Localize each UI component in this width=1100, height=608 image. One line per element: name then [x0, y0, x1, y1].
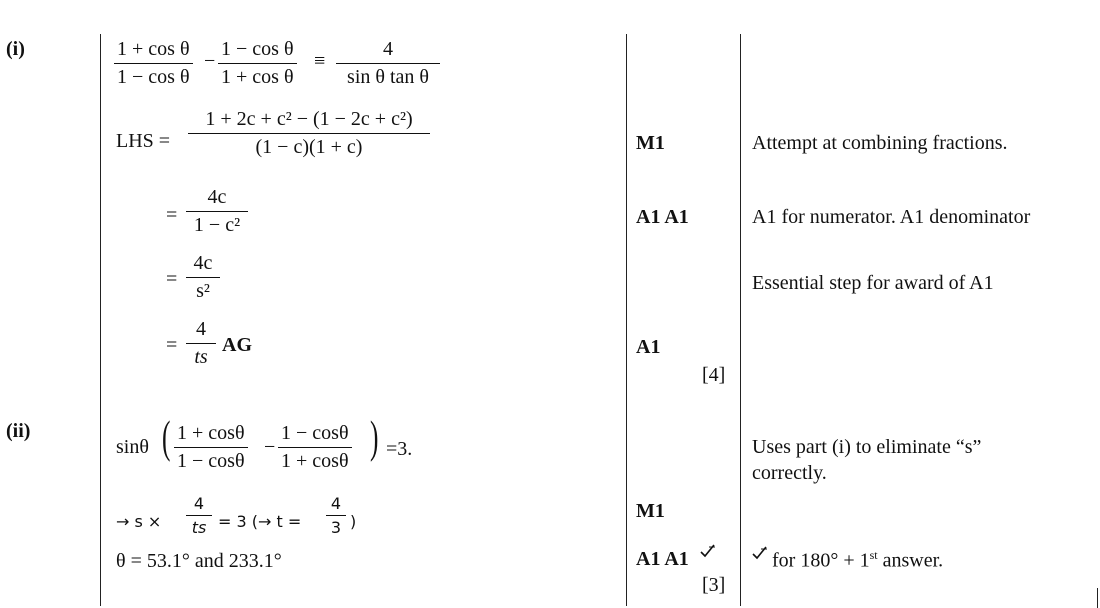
step3-denominator: s² — [186, 277, 220, 303]
note-ii-1: Uses part (i) to eliminate “s” — [752, 436, 982, 458]
eq1-fraction-1-denominator: 1 − cosθ — [174, 447, 248, 473]
note-i-2: A1 for numerator. A1 denominator — [752, 206, 1031, 228]
note-ii-3-tail: answer. — [882, 549, 944, 572]
eq1-close-paren: ) — [370, 411, 379, 462]
eq1-fraction-1 — [174, 422, 248, 473]
identity-equiv: ≡ — [314, 50, 326, 72]
eq2-fraction-2 — [326, 494, 346, 537]
eq1-fraction-2-denominator: 1 + cosθ — [278, 447, 352, 473]
lhs-fraction — [188, 108, 430, 159]
eq2-prefix: → s × — [116, 512, 162, 531]
identity-minus: − — [204, 50, 216, 72]
identity-fraction-1-numerator: 1 + cos θ — [117, 38, 190, 60]
eq1-minus: − — [264, 436, 276, 458]
follow-through-note-tick-icon — [752, 546, 768, 560]
mark-i-2: A1 A1 — [636, 206, 689, 228]
lhs-label: LHS = — [116, 130, 171, 152]
part-label-i: (i) — [6, 38, 25, 60]
final-answer: θ = 53.1° and 233.1° — [116, 550, 282, 572]
eq2-middle: = 3 (→ t = — [218, 512, 302, 531]
column-rule-notes — [740, 34, 741, 606]
lhs-denominator: (1 − c)(1 + c) — [188, 133, 430, 159]
eq2-close: ) — [350, 512, 357, 531]
total-i: [4] — [702, 364, 726, 386]
eq1-fraction-2 — [278, 422, 352, 473]
step3-numerator: 4c — [193, 252, 213, 274]
eq1-rhs: =3. — [386, 438, 413, 460]
part-label-ii: (ii) — [6, 420, 31, 442]
step2-equals: = — [166, 204, 178, 226]
eq1-open-paren: ( — [162, 411, 171, 462]
note-ii-3 — [772, 548, 943, 573]
step4-fraction — [186, 318, 216, 369]
lhs-numerator: 1 + 2c + c² − (1 − 2c + c²) — [205, 108, 413, 130]
identity-fraction-2 — [218, 38, 297, 89]
note-ii-2: correctly. — [752, 462, 827, 484]
step2-numerator: 4c — [207, 186, 227, 208]
step4-equals: = — [166, 334, 178, 356]
eq1-fraction-2-numerator: 1 − cosθ — [281, 422, 349, 444]
eq2-fraction — [186, 494, 212, 537]
step3-equals: = — [166, 268, 178, 290]
step3-fraction — [186, 252, 220, 303]
eq2-fraction-2-denominator: 3 — [326, 515, 346, 537]
column-rule-working — [100, 34, 101, 606]
mark-i-3: A1 — [636, 336, 661, 358]
identity-fraction-2-numerator: 1 − cos θ — [221, 38, 294, 60]
identity-fraction-3-denominator: sin θ tan θ — [336, 63, 440, 89]
mark-i-1: M1 — [636, 132, 665, 154]
eq2-fraction-2-numerator: 4 — [330, 494, 342, 513]
identity-fraction-3-numerator: 4 — [383, 38, 393, 60]
eq1-sin: sinθ — [116, 436, 149, 458]
column-rule-marks — [626, 34, 627, 606]
eq2-denominator: ts — [186, 515, 212, 537]
identity-fraction-1-denominator: 1 − cos θ — [114, 63, 193, 89]
mark-ii-1: M1 — [636, 500, 665, 522]
step4-numerator: 4 — [196, 318, 206, 340]
page-edge-mark — [1097, 588, 1098, 608]
identity-fraction-3 — [336, 38, 440, 89]
step2-fraction — [186, 186, 248, 237]
identity-fraction-2-denominator: 1 + cos θ — [218, 63, 297, 89]
identity-fraction-1 — [114, 38, 193, 89]
step4-denominator: ts — [186, 343, 216, 369]
note-i-3: Essential step for award of A1 — [752, 272, 994, 294]
note-ii-3-text: for 180° + 1 — [772, 549, 870, 572]
mark-ii-2: A1 A1 — [636, 548, 689, 570]
step4-answer-given: AG — [222, 334, 252, 356]
note-i-1: Attempt at combining fractions. — [752, 132, 1008, 154]
total-ii: [3] — [702, 574, 726, 596]
note-ii-3-superscript: st — [869, 548, 878, 562]
eq2-numerator: 4 — [193, 494, 205, 513]
step2-denominator: 1 − c² — [186, 211, 248, 237]
eq1-fraction-1-numerator: 1 + cosθ — [177, 422, 245, 444]
follow-through-tick-icon — [700, 544, 716, 558]
